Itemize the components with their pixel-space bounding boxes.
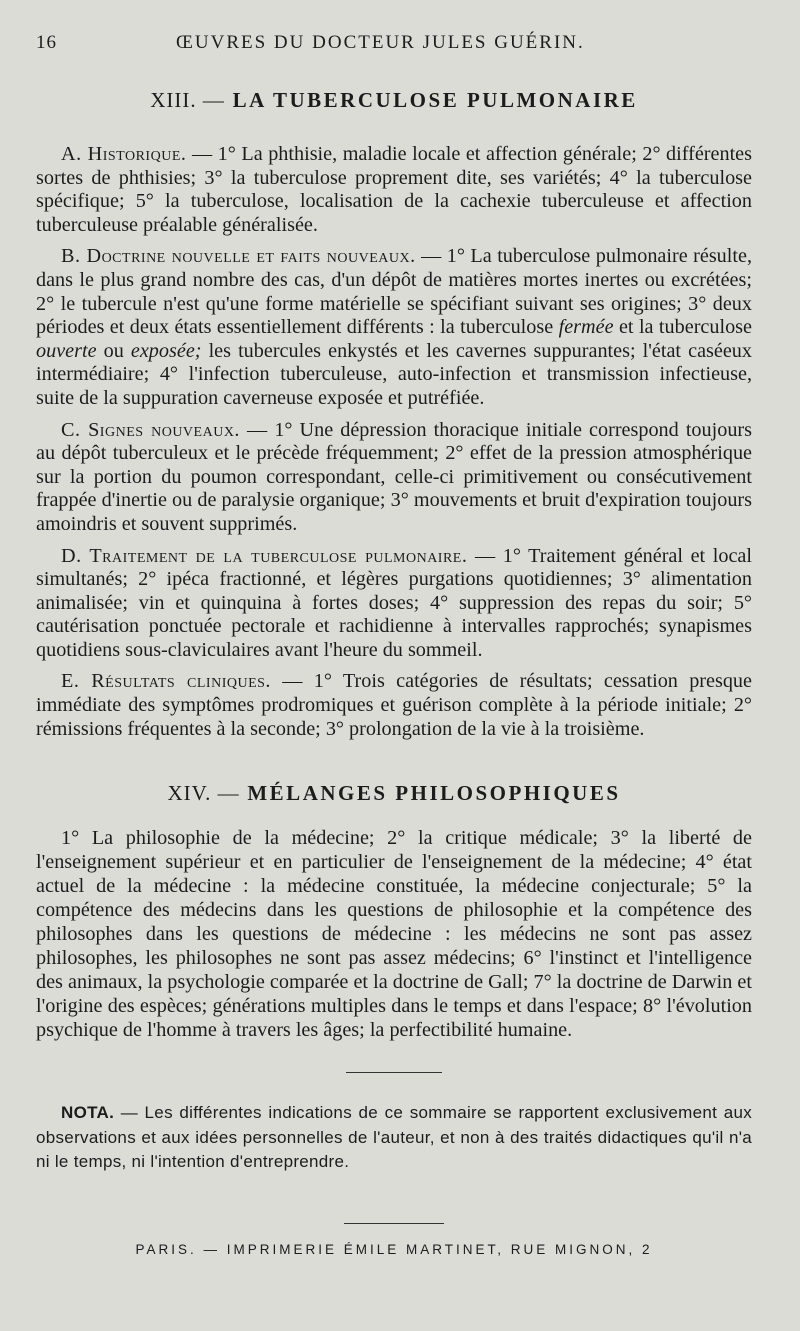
paragraph-text: — 1° La phthisie, maladie locale et affection générale; 2° différentes sortes de phthisies; 3° la tuberculose proprement dite, ses variétés; 4° la tuberculose spécifique; 5° la tuberculose, localisation de la cachexie tuberculeuse et affection tuberculeuse préalable généralisée. — [36, 143, 752, 236]
paragraph-b-doctrine — [36, 245, 752, 410]
running-head — [36, 28, 752, 58]
page-number: 16 — [36, 32, 57, 53]
section-13-title — [36, 88, 752, 113]
section-14-body — [36, 826, 752, 1042]
emphasis-ouverte: ouverte — [36, 339, 97, 362]
paragraph-text: ou — [96, 339, 131, 362]
emphasis-fermee: fermée — [558, 316, 614, 339]
paragraph-text: — 1° Traitement général et local simultanés; 2° ipéca fractionné, et légères purgations quotidiennes; 3° alimentation animalisée; vin et quinquina à fortes doses; 4° suppression des repas du soir; 5° cautérisation ponctuée pectorale et rachidienne à intervalles rapprochés; synapismes quotidiens sous-claviculaires avant l'heure du sommeil. — [36, 544, 752, 661]
paragraph-lead: E. Résultats cliniques. — [61, 670, 271, 693]
section-14-title-text: MÉLANGES PHILOSOPHIQUES — [247, 781, 621, 806]
nota-text: — Les différentes indications de ce sommaire se rapportent exclusivement aux observations et aux idées personnelles de l'auteur, et non à des traités didactiques qu'il n'a ni le temps, ni l'intention d'entreprendre. — [36, 1103, 752, 1172]
paragraph-text: les tubercules enkystés et les cavernes suppurantes; l'état caséeux intermédiaire; 4° l'infection tuberculeuse, auto-infection et transmission infectieuse, suite de la suppuration caverneuse exposée et putréfiée. — [36, 339, 752, 409]
paragraph-lead: D. Traitement de la tuberculose pulmonaire. — [61, 544, 468, 567]
emphasis-exposee: exposée; — [130, 339, 202, 362]
paragraph-melanges: 1° La philosophie de la médecine; 2° la critique médicale; 3° la liberté de l'enseignement supérieur et en particulier de l'enseignement de la médecine; 4° état actuel de la médecine : la médecine constituée, la médecine conjecturale; 5° la compétence des médecins dans les questions de philosophie et la compétence des philosophes dans les questions de médecine : les médecins ne sont pas assez philosophes, les philosophes ne sont pas assez médecins; 6° l'instinct et l'intelligence des animaux, la psychologie comparée et la doctrine de Gall; 7° la doctrine de Darwin et l'origine des espèces; générations multiples dans le temps et dans l'espace; 8° l'évolution psychique de l'homme à travers les âges; la perfectibilité humaine. — [36, 827, 752, 1042]
paragraph-text: — 1° Trois catégories de résultats; cessation presque immédiate des symptômes prodromiques et guérison complète à la période initiale; 2° rémissions fréquentes à la seconde; 3° prolongation de la vie à la troisième. — [36, 670, 752, 740]
nota-note — [36, 1101, 752, 1175]
printer-imprint: PARIS. — IMPRIMERIE ÉMILE MARTINET, RUE MIGNON, 2 — [135, 1241, 653, 1257]
paragraph-e-resultats — [36, 670, 752, 741]
paragraph-lead: A. Historique. — [61, 143, 187, 165]
divider-rule — [346, 1072, 442, 1073]
section-13-number: XIII. — — [150, 88, 225, 112]
paragraph-lead: B. Doctrine nouvelle et faits nouveaux. — [61, 245, 416, 268]
running-title: ŒUVRES DU DOCTEUR JULES GUÉRIN. — [176, 32, 585, 53]
section-13-title-text: LA TUBERCULOSE PULMONAIRE — [232, 88, 638, 112]
section-13-body — [36, 143, 752, 741]
paragraph-lead: C. Signes nouveaux. — [61, 418, 240, 441]
section-14-number: XIV. — — [167, 781, 240, 806]
paragraph-text: — 1° Une dépression thoracique initiale correspond toujours au dépôt tuberculeux et le précède fréquemment; 2° effet de la pression atmosphérique sur la portion du poumon correspondant, celle-ci primitivement ou consécutivement frappée d'inertie ou de paralysie organique; 3° mouvements et bruit d'expiration toujours amoindris et souvent supprimés. — [36, 418, 752, 535]
paragraph-d-traitement — [36, 545, 752, 663]
paragraph-text: — 1° La tuberculose pulmonaire résulte, dans le plus grand nombre des cas, d'un dépôt de matières mortes inertes ou excrétées; 2° le tubercule n'est qu'une forme matérielle se spécifiant suivant ses origines; 3° deux périodes et deux états essentiellement différents : la tuberculose — [36, 245, 753, 339]
nota-label: NOTA. — [61, 1103, 115, 1123]
paragraph-a-historique — [36, 143, 752, 237]
section-14-title — [36, 781, 752, 806]
paragraph-text: et la tuberculose — [613, 316, 752, 339]
divider-rule — [344, 1223, 444, 1224]
paragraph-c-signes — [36, 419, 752, 537]
